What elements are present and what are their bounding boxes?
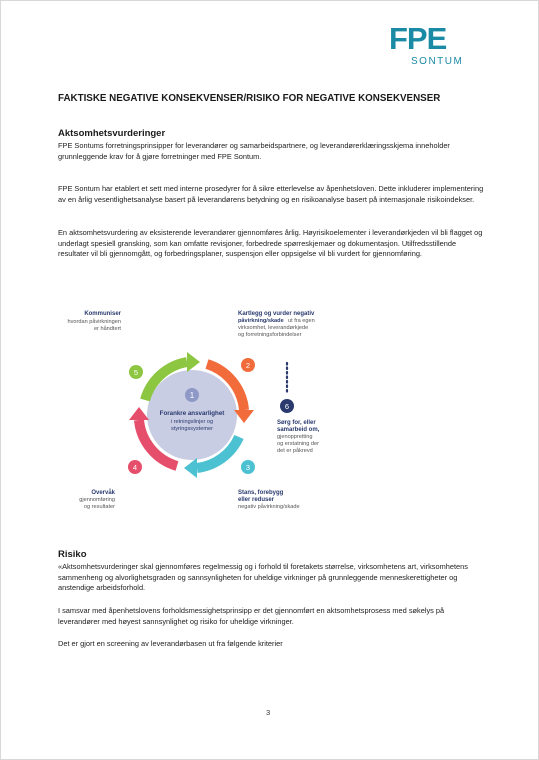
paragraph: «Aktsomhetsvurderinger skal gjennomføres regelmessig og i forhold til foretakets størrelse, virksomhetens art, virksomhetens sammenheng og alvorlighetsgraden og sannsynligheten for uheldige virkninger på grunnleggende menneskerettigheter og anstendige arbeidsforhold. (58, 562, 468, 592)
step3-title-2: eller reduser (238, 497, 275, 503)
step5-title: Kommuniser (84, 311, 121, 317)
step2-title-1: Kartlegg og vurder negativ (238, 311, 315, 317)
center-desc-1: i retningslinjer og (170, 419, 214, 425)
arrowhead-pink (129, 407, 149, 420)
step4-number: 4 (132, 463, 138, 472)
step3-title-1: Stans, forebygg (238, 490, 284, 496)
step2-desc-2: virksomhet, leverandørkjede (238, 325, 309, 331)
center-desc-2: styringssystemer (171, 426, 213, 432)
step6-title-1: Sørg for, eller (277, 420, 316, 426)
step5-number: 5 (133, 368, 139, 377)
step6-desc-3: det er påkrevd (277, 448, 313, 454)
step5-desc-2: er håndtert (93, 326, 121, 332)
step4-desc-2: og resultater (83, 504, 115, 510)
paragraph: I samsvar med åpenhetslovens forholdsmessighetsprinsipp er det gjennomført en aktsomhetsprosess med søkelys på leverandører med høyest sannsynlighet og risiko for uheldige virkninger. (58, 606, 445, 626)
section-heading-risiko: Risiko (58, 549, 87, 560)
step3-number: 3 (245, 463, 251, 472)
paragraph: En aktsomhetsvurdering av eksisterende leverandører gjennomføres årlig. Høyrisikoelementer i leverandørkjeden vil bli flagget og underlagt spesiell gransking, som kan omfatte revisjoner, forbedrede spørreskjemaer og dokumentasjon. Utilfredsstillende resultater vil bli gjennomgått, og forbedringsplaner, suspensjon eller oppsigelse vil bli vurdert for gjennomføring. (58, 228, 483, 258)
center-number: 1 (189, 391, 195, 400)
arrowhead-teal (184, 458, 197, 478)
step3-desc-1: negativ påvirkning/skade (238, 504, 300, 510)
paragraph: FPE Sontum har etablert et sett med interne prosedyrer for å sikre etterlevelse av åpenhetsloven. Dette inkluderer implementering av en årlig vesentlighetsanalyse basert på leverandørens betydning og en risikoanalyse basert på internasjonale risikoindekser. (58, 184, 484, 204)
step2-title-2: påvirkning/skade (238, 318, 284, 324)
section-heading-aktsomhet: Aktsomhetsvurderinger (58, 128, 166, 139)
step2-desc-3: og forretningsforbindelser (238, 332, 302, 338)
page-title: FAKTISKE NEGATIVE KONSEKVENSER/RISIKO FOR NEGATIVE KONSEKVENSER (58, 93, 441, 104)
center-title: Forankre ansvarlighet (159, 410, 225, 417)
logo-sub-text: SONTUM (411, 56, 464, 67)
page-number: 3 (266, 708, 271, 717)
arrowhead-orange (234, 410, 254, 423)
step6-title-2: samarbeid om, (277, 427, 320, 433)
logo-main-text: FPE (389, 21, 447, 56)
step2-number: 2 (245, 361, 251, 370)
step5-desc-1: hvordan påvirkningen (67, 319, 121, 325)
step6-desc-1: gjenoppretting (277, 434, 313, 440)
paragraph: FPE Sontums forretningsprinsipper for leverandører og samarbeidspartnere, og leverandørerklæringsskjema inneholder grunnleggende krav for å gjøre forretninger med FPE Sontum. (58, 141, 450, 161)
fpe-sontum-logo (389, 23, 481, 69)
paragraph: Det er gjort en screening av leverandørbasen ut fra følgende kriterier (58, 639, 283, 648)
step4-desc-1: gjennomføring (79, 497, 115, 503)
arrowhead-green (187, 352, 200, 372)
step2-desc-1: ut fra egen (288, 318, 315, 324)
step6-number: 6 (284, 402, 290, 411)
due-diligence-cycle-diagram (1, 296, 539, 531)
step4-title: Overvåk (91, 490, 115, 496)
step6-desc-2: og erstatning der (277, 441, 319, 447)
